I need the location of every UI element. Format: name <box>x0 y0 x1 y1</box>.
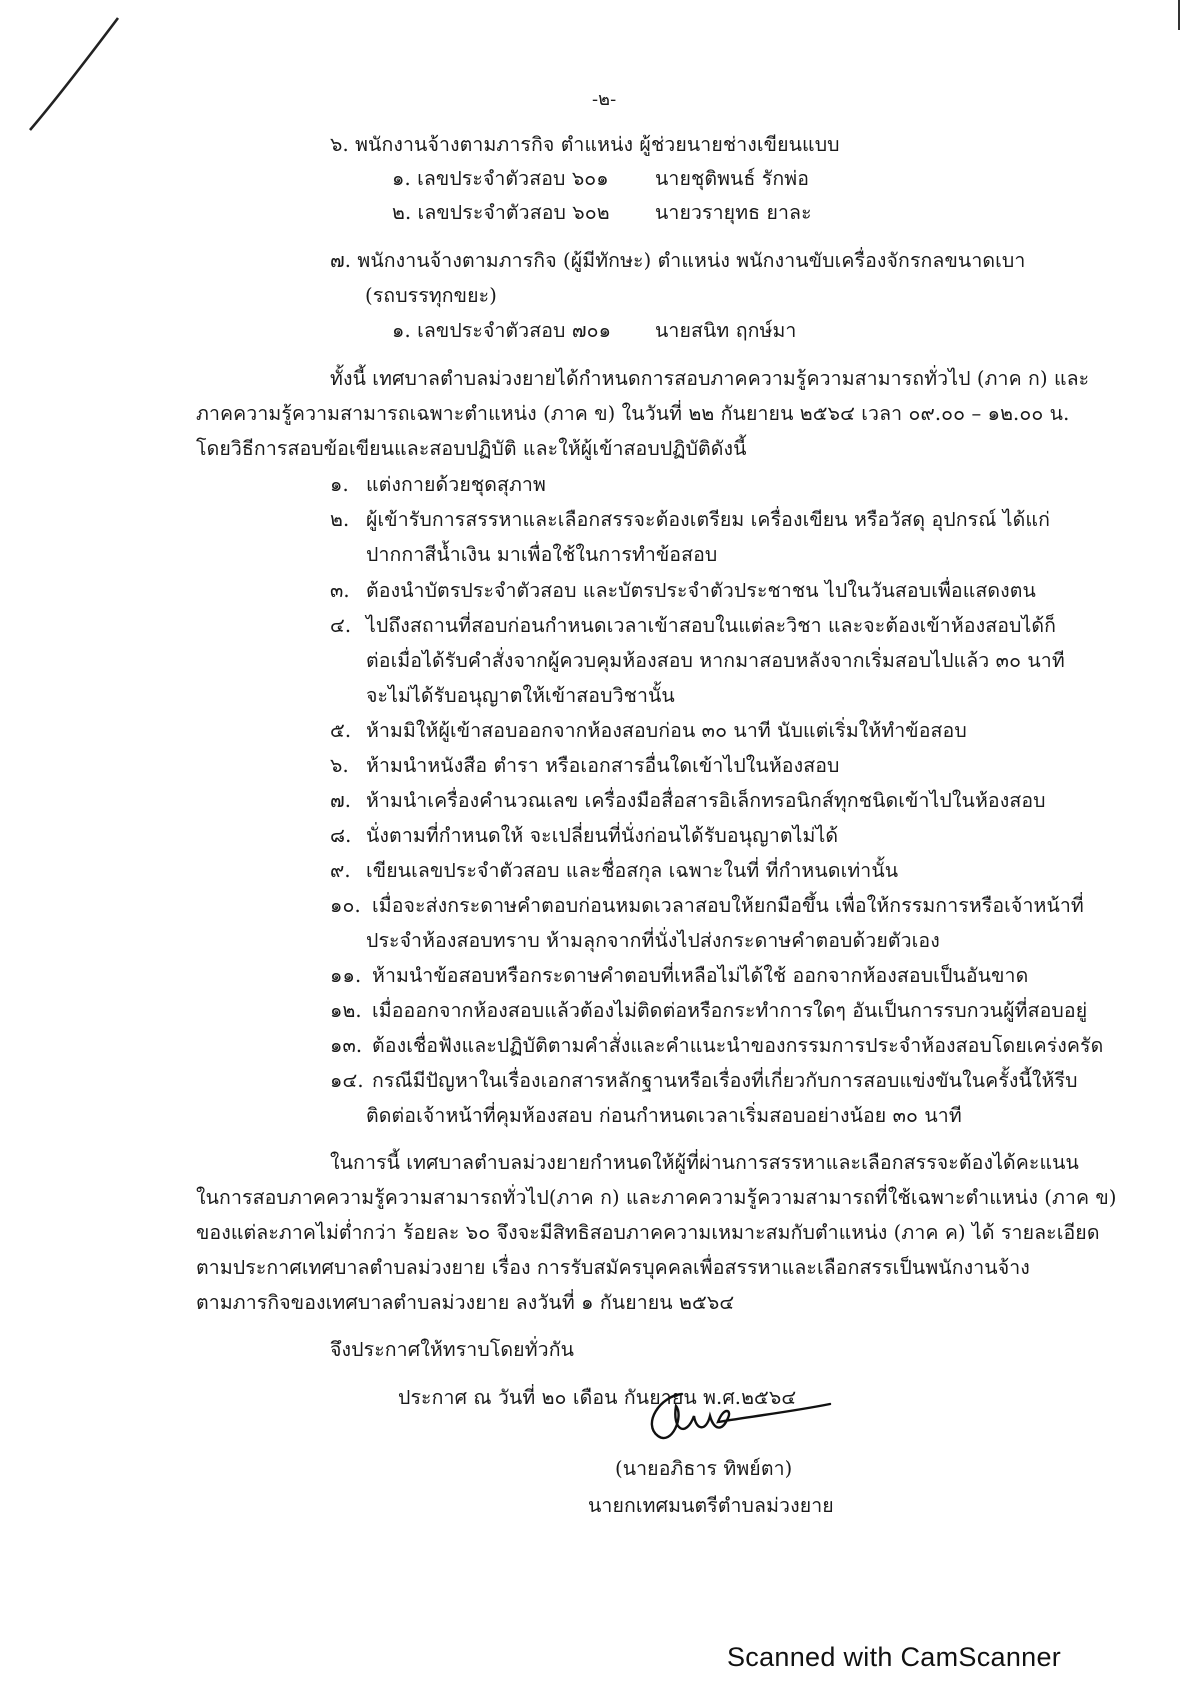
rule-text: ห้ามนำข้อสอบหรือกระดาษคำตอบที่เหลือไม่ได้ใช้ ออกจากห้องสอบเป็นอันขาด <box>372 964 1029 987</box>
paragraph-line: ของแต่ละภาคไม่ต่ำกว่า ร้อยละ ๖๐ จึงจะมีสิทธิสอบภาคความเหมาะสมกับตำแหน่ง (ภาค ค) ได้ รายละเอียด <box>196 1221 1100 1244</box>
rule-number: ๑๔. <box>330 1069 364 1092</box>
rule-number: ๑๒. <box>330 999 362 1022</box>
signer-name: (นายอภิธาร ทิพย์ตา) <box>615 1457 793 1480</box>
page-number: -๒- <box>592 89 617 110</box>
rule-text: ต่อเมื่อได้รับคำสั่งจากผู้ควบคุมห้องสอบ หากมาสอบหลังจากเริ่มสอบไปแล้ว ๓๐ นาที <box>366 649 1065 672</box>
rule-text: ต้องนำบัตรประจำตัวสอบ และบัตรประจำตัวประชาชน ไปในวันสอบเพื่อแสดงตน <box>366 579 1036 602</box>
closing-statement: จึงประกาศให้ทราบโดยทั่วกัน <box>330 1338 575 1361</box>
candidate-number: ๑. เลขประจำตัวสอบ ๖๐๑ <box>392 167 609 190</box>
rule-text: จะไม่ได้รับอนุญาตให้เข้าสอบวิชานั้น <box>366 684 675 707</box>
rule-text: ประจำห้องสอบทราบ ห้ามลุกจากที่นั่งไปส่งกระดาษคำตอบด้วยตัวเอง <box>366 929 940 952</box>
section-title: ๗. พนักงานจ้างตามภารกิจ (ผู้มีทักษะ) ตำแหน่ง พนักงานขับเครื่องจักรกลขนาดเบา <box>330 249 1026 272</box>
candidate-number: ๑. เลขประจำตัวสอบ ๗๐๑ <box>392 319 612 342</box>
paragraph-line: ในการสอบภาคความรู้ความสามารถทั่วไป(ภาค ก) และภาคความรู้ความสามารถที่ใช้เฉพาะตำแหน่ง (ภาค ข) <box>196 1186 1117 1209</box>
rule-text: กรณีมีปัญหาในเรื่องเอกสารหลักฐานหรือเรื่องที่เกี่ยวกับการสอบแข่งขันในครั้งนี้ให้รีบ <box>372 1069 1078 1092</box>
rule-text: เมื่อจะส่งกระดาษคำตอบก่อนหมดเวลาสอบให้ยกมือขึ้น เพื่อให้กรรมการหรือเจ้าหน้าที่ <box>372 894 1084 917</box>
paragraph-line: ตามประกาศเทศบาลตำบลม่วงยาย เรื่อง การรับสมัครบุคคลเพื่อสรรหาและเลือกสรรเป็นพนักงานจ้าง <box>196 1256 1030 1279</box>
rule-text: แต่งกายด้วยชุดสุภาพ <box>366 473 546 496</box>
rule-number: ๘. <box>330 824 352 847</box>
rule-text: ติดต่อเจ้าหน้าที่คุมห้องสอบ ก่อนกำหนดเวลาเริ่มสอบอย่างน้อย ๓๐ นาที <box>366 1104 962 1127</box>
paragraph-line: ภาคความรู้ความสามารถเฉพาะตำแหน่ง (ภาค ข) ในวันที่ ๒๒ กันยายน ๒๕๖๔ เวลา ๐๙.๐๐ – ๑๒.๐๐ น. <box>196 402 1070 425</box>
rule-number: ๙. <box>330 859 351 882</box>
candidate-name: นายวรายุทธ ยาละ <box>655 201 812 224</box>
rule-number: ๑๐. <box>330 894 361 917</box>
rule-text: ห้ามนำเครื่องคำนวณเลข เครื่องมือสื่อสารอิเล็กทรอนิกส์ทุกชนิดเข้าไปในห้องสอบ <box>366 789 1046 812</box>
rule-number: ๑๑. <box>330 964 362 987</box>
rule-text: ผู้เข้ารับการสรรหาและเลือกสรรจะต้องเตรียม เครื่องเขียน หรือวัสดุ อุปกรณ์ ได้แก่ <box>366 508 1050 531</box>
handwritten-signature <box>620 1382 840 1452</box>
rule-number: ๗. <box>330 789 352 812</box>
announcement-date: ประกาศ ณ วันที่ ๒๐ เดือน กันยายน พ.ศ.๒๕๖๔ <box>398 1386 797 1409</box>
candidate-number: ๒. เลขประจำตัวสอบ ๖๐๒ <box>392 201 610 224</box>
paragraph-line: ตามภารกิจของเทศบาลตำบลม่วงยาย ลงวันที่ ๑ กันยายน ๒๕๖๔ <box>196 1291 735 1314</box>
paragraph-line: ในการนี้ เทศบาลตำบลม่วงยายกำหนดให้ผู้ที่ผ่านการสรรหาและเลือกสรรจะต้องได้คะแนน <box>330 1151 1079 1174</box>
rule-number: ๓. <box>330 579 350 602</box>
rule-number: ๑. <box>330 473 349 496</box>
rule-text: เขียนเลขประจำตัวสอบ และชื่อสกุล เฉพาะในที่ ที่กำหนดเท่านั้น <box>366 859 899 882</box>
rule-number: ๒. <box>330 508 350 531</box>
candidate-name: นายชุติพนธ์ รักพ่อ <box>655 167 810 190</box>
section-title: ๖. พนักงานจ้างตามภารกิจ ตำแหน่ง ผู้ช่วยนายช่างเขียนแบบ <box>330 133 840 156</box>
section-title-continued: (รถบรรทุกขยะ) <box>365 284 497 307</box>
page-edge-mark <box>1176 0 1184 40</box>
rule-text: นั่งตามที่กำหนดให้ จะเปลี่ยนที่นั่งก่อนได้รับอนุญาตไม่ได้ <box>366 824 839 847</box>
signer-title: นายกเทศมนตรีตำบลม่วงยาย <box>588 1494 834 1517</box>
page-crease-line <box>0 0 140 160</box>
rule-text: เมื่อออกจากห้องสอบแล้วต้องไม่ติดต่อหรือกระทำการใดๆ อันเป็นการรบกวนผู้ที่สอบอยู่ <box>372 999 1088 1022</box>
rule-text: ห้ามนำหนังสือ ตำรา หรือเอกสารอื่นใดเข้าไปในห้องสอบ <box>366 754 840 777</box>
candidate-name: นายสนิท ฤกษ์มา <box>655 319 797 342</box>
rule-number: ๑๓. <box>330 1034 363 1057</box>
rule-text: ปากกาสีน้ำเงิน มาเพื่อใช้ในการทำข้อสอบ <box>366 543 718 566</box>
rule-number: ๔. <box>330 614 352 637</box>
rule-text: ต้องเชื่อฟังและปฏิบัติตามคำสั่งและคำแนะนำของกรรมการประจำห้องสอบโดยเคร่งครัด <box>372 1034 1104 1057</box>
rule-number: ๕. <box>330 719 352 742</box>
scanner-watermark: Scanned with CamScanner <box>727 1642 1062 1672</box>
rule-text: ไปถึงสถานที่สอบก่อนกำหนดเวลาเข้าสอบในแต่ละวิชา และจะต้องเข้าห้องสอบได้ก็ <box>366 614 1057 637</box>
rule-text: ห้ามมิให้ผู้เข้าสอบออกจากห้องสอบก่อน ๓๐ นาที นับแต่เริ่มให้ทำข้อสอบ <box>366 719 967 742</box>
paragraph-line: ทั้งนี้ เทศบาลตำบลม่วงยายได้กำหนดการสอบภาคความรู้ความสามารถทั่วไป (ภาค ก) และ <box>330 367 1090 390</box>
rule-number: ๖. <box>330 754 349 777</box>
paragraph-line: โดยวิธีการสอบข้อเขียนและสอบปฏิบัติ และให้ผู้เข้าสอบปฏิบัติดังนี้ <box>196 437 747 460</box>
